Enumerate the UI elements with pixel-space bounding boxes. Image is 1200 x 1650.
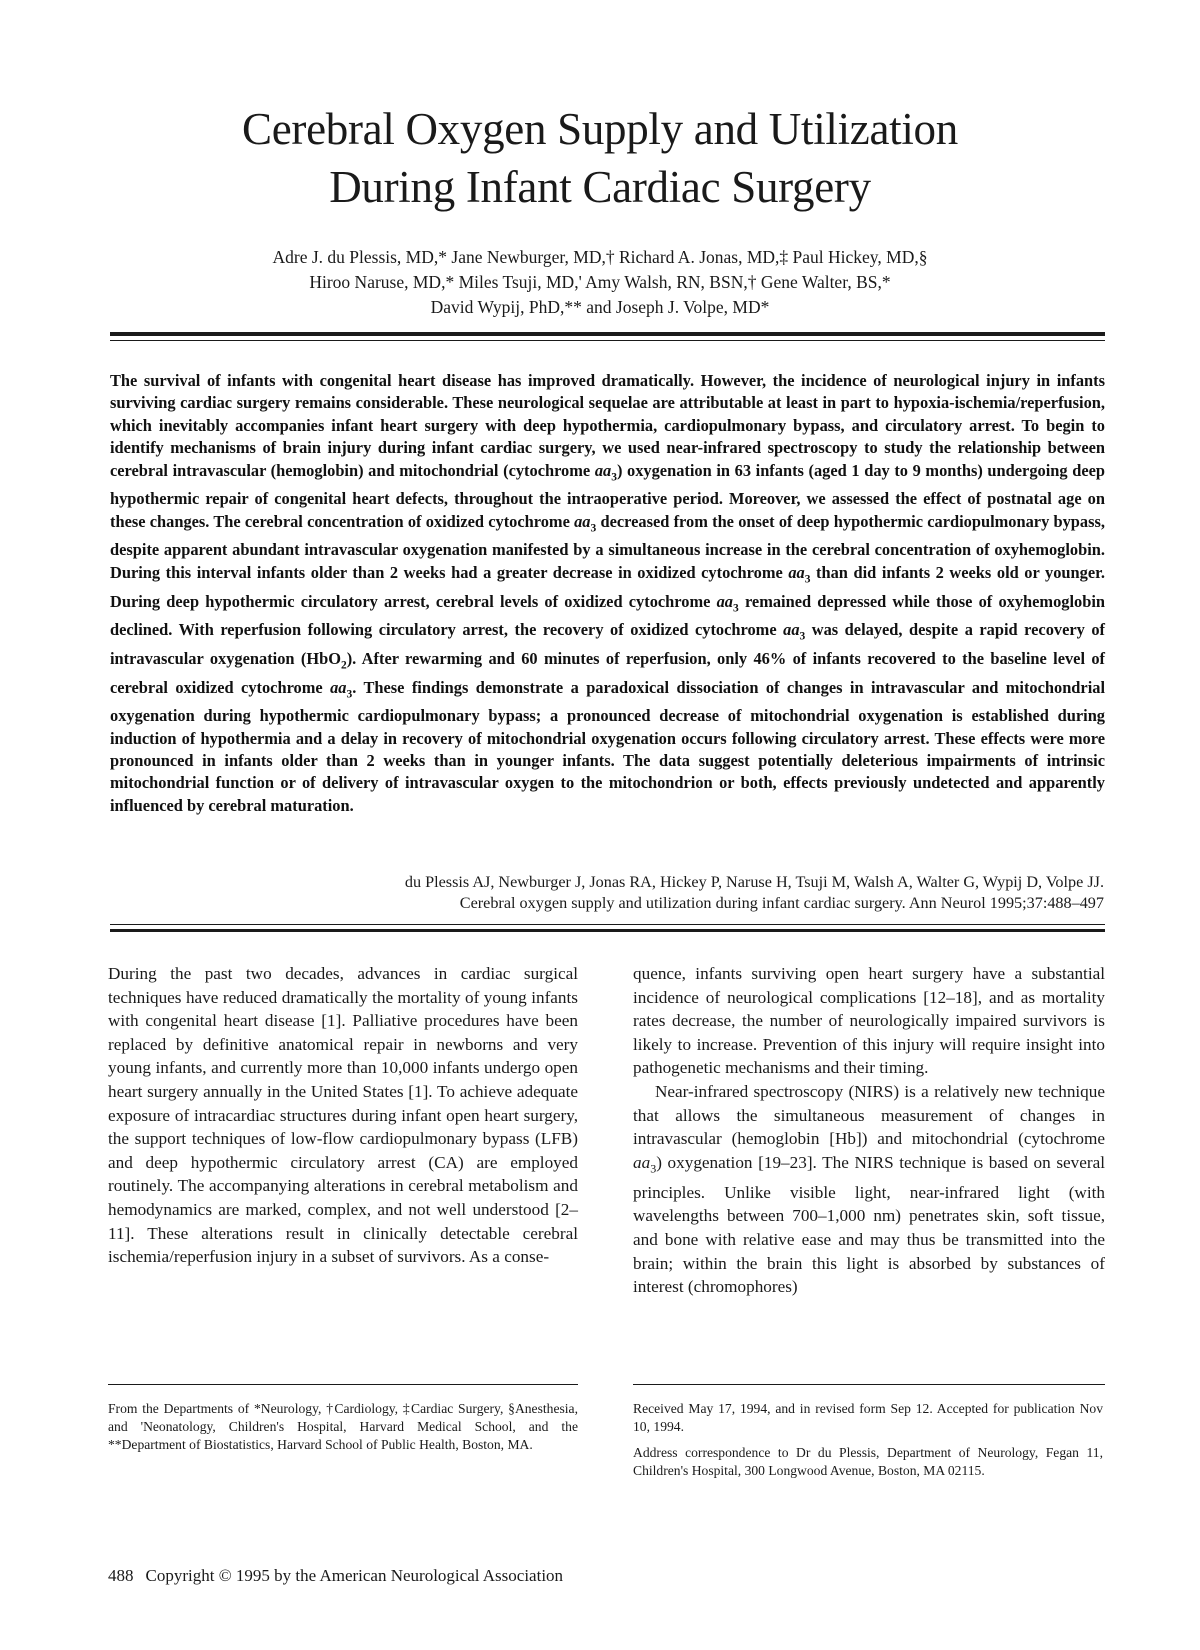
abstract-symbol: aa	[716, 591, 733, 611]
abstract-symbol: aa	[788, 562, 805, 582]
abstract-subscript: 3	[590, 522, 597, 534]
abstract-symbol: aa	[594, 460, 612, 480]
body-text: ) oxygenation [19–23]. The NIRS technique is based on several principles. Unlike visible light, near-infrared light (with wavelengths between 700–1,000 nm) penetrates skin, soft tissue, and bone with relative ease and may thus be transmitted into the brain; within the brain this light is absorbed by substances of interest (chromophores)	[633, 1152, 1105, 1297]
affiliation-footnote	[108, 1400, 578, 1462]
author-line-1: Adre J. du Plessis, MD,* Jane Newburger, MD,† Richard A. Jonas, MD,‡ Paul Hickey, MD,§	[272, 247, 928, 267]
abstract-subscript: 2	[340, 659, 347, 672]
article-title	[0, 100, 1200, 216]
author-line-2: Hiroo Naruse, MD,* Miles Tsuji, MD,' Amy Walsh, RN, BSN,† Gene Walter, BS,*	[309, 272, 891, 292]
abstract-text: than did infants 2 weeks old or younger. During deep hypothermic circulatory arrest, cerebral levels of oxidized cytochrome	[110, 562, 1105, 611]
abstract-bottom-rule-thin	[110, 924, 1105, 925]
author-list	[0, 245, 1200, 320]
abstract-text: The survival of infants with congenital heart disease has improved dramatically. However, the incidence of neurological injury in infants surviving cardiac surgery remains considerable. These neurological sequelae are attributable at least in part to hypoxia-ischemia/reperfusion, which inevitably accompanies infant heart surgery with deep hypothermia, cardiopulmonary bypass, and circulatory arrest. To begin to identify mechanisms of brain injury during infant cardiac surgery, we used near-infrared spectroscopy to study the relationship between cerebral intravascular (hemoglobin) and mitochondrial (cytochrome	[110, 371, 1105, 480]
body-text: Near-infrared spectroscopy (NIRS) is a relatively new technique that allows the simultaneous measurement of changes in intravascular (hemoglobin [Hb]) and mitochondrial (cytochrome	[633, 1081, 1105, 1149]
abstract-text: decreased from the onset of deep hypothermic cardiopulmonary bypass, despite apparent abundant intravascular oxygenation manifested by a simultaneous increase in the cerebral concentration of oxyhemoglobin. During this interval infants older than 2 weeks had a greater decrease in oxidized cytochrome	[110, 511, 1105, 582]
footnote-rule-left	[108, 1384, 578, 1385]
abstract-text: ) oxygenation in 63 infants (aged 1 day to 9 months) undergoing deep hypothermic repair of congenital heart defects, throughout the intraoperative period. Moreover, we assessed the effect of postnatal age on these changes. The cerebral concentration of oxidized cytochrome	[110, 460, 1105, 531]
body-paragraph: During the past two decades, advances in cardiac surgical techniques have reduced dramatically the mortality of young infants with congenital heart disease [1]. Palliative procedures have been replaced by definitive anatomical repair in newborns and very young infants, and currently more than 10,000 infants undergo open heart surgery annually in the United States [1]. To achieve adequate exposure of intracardiac structures during infant open heart surgery, the support techniques of low-flow cardiopulmonary bypass (LFB) and deep hypothermic circulatory arrest (CA) are employed routinely. The accompanying alterations in cerebral metabolism and hemodynamics are marked, complex, and not well understood [2–11]. These alterations result in clinically detectable cerebral ischemia/reperfusion injury in a subset of survivors. As a conse-	[108, 964, 578, 1267]
abstract	[110, 370, 1105, 817]
body-symbol: aa	[633, 1152, 651, 1172]
citation	[405, 872, 1104, 914]
abstract-text: ). After rewarming and 60 minutes of reperfusion, only 46% of infants recovered to the baseline level of cerebral oxidized cytochrome	[110, 648, 1105, 697]
abstract-symbol: aa	[783, 620, 800, 640]
copyright-text: Copyright © 1995 by the American Neurological Association	[145, 1566, 564, 1585]
abstract-text: was delayed, despite a rapid recovery of intravascular oxygenation (HbO	[110, 620, 1106, 668]
abstract-subscript: 3	[733, 601, 739, 614]
abstract-symbol: aa	[574, 511, 591, 531]
correspondence-text: Address correspondence to Dr du Plessis, Department of Neurology, Fegan 11, Children's Hospital, 300 Longwood Avenue, Boston, MA 02115.	[633, 1445, 1103, 1478]
abstract-subscript: 3	[804, 573, 811, 586]
abstract-symbol: aa	[330, 677, 347, 697]
abstract-subscript: 3	[799, 630, 806, 643]
affiliation-text: From the Departments of *Neurology, †Cardiology, ‡Cardiac Surgery, §Anesthesia, and 'Neonatology, Children's Hospital, Harvard Medical School, and the **Department of Biostatistics, Harvard School of Public Health, Boston, MA.	[108, 1401, 578, 1452]
abstract-text: remained depressed while those of oxyhemoglobin declined. With reperfusion following circulatory arrest, the recovery of oxidized cytochrome	[110, 591, 1105, 640]
abstract-top-rule-thin	[110, 340, 1105, 341]
body-paragraph	[633, 1080, 1105, 1299]
body-paragraph: quence, infants surviving open heart surgery have a substantial incidence of neurological complications [12–18], and as mortality rates decrease, the number of neurologically impaired survivors is likely to increase. Prevention of this injury will require insight into pathogenetic mechanisms and their timing.	[633, 964, 1105, 1078]
article-title-line-1: Cerebral Oxygen Supply and Utilization	[242, 104, 958, 154]
body-column-left	[108, 962, 578, 1269]
abstract-subscript: 3	[346, 687, 353, 700]
article-title-line-2: During Infant Cardiac Surgery	[329, 162, 871, 212]
citation-line-1: du Plessis AJ, Newburger J, Jonas RA, Hickey P, Naruse H, Tsuji M, Walsh A, Walter G, Wypij D, Volpe JJ.	[404, 873, 1104, 891]
author-line-3: David Wypij, PhD,** and Joseph J. Volpe, MD*	[430, 297, 770, 317]
abstract-bottom-rule-thick	[110, 929, 1105, 932]
citation-line-2: Cerebral oxygen supply and utilization during infant cardiac surgery. Ann Neurol 1995;37:488–497	[459, 894, 1104, 912]
footnote-rule-right	[633, 1384, 1105, 1385]
page-number: 488	[108, 1566, 134, 1585]
correspondence-footnote	[633, 1400, 1103, 1488]
abstract-text: . These findings demonstrate a paradoxical dissociation of changes in intravascular and mitochondrial oxygenation during hypothermic cardiopulmonary bypass; a pronounced decrease of mitochondrial oxygenation is established during induction of hypothermia and a delay in recovery of mitochondrial oxygenation occurs following circulatory arrest. These effects were more pronounced in infants older than 2 weeks than in younger infants. The data suggest potentially deleterious impairments of intrinsic mitochondrial function or of delivery of intravascular oxygen to the mitochondrion or both, effects previously undetected and apparently influenced by cerebral maturation.	[110, 677, 1106, 815]
abstract-subscript: 3	[611, 470, 617, 483]
page-footer	[108, 1566, 563, 1586]
body-subscript: 3	[650, 1161, 657, 1176]
body-column-right	[633, 962, 1105, 1299]
abstract-top-rule-thick	[110, 332, 1105, 336]
received-text: Received May 17, 1994, and in revised form Sep 12. Accepted for publication Nov 10, 1994.	[633, 1401, 1103, 1434]
